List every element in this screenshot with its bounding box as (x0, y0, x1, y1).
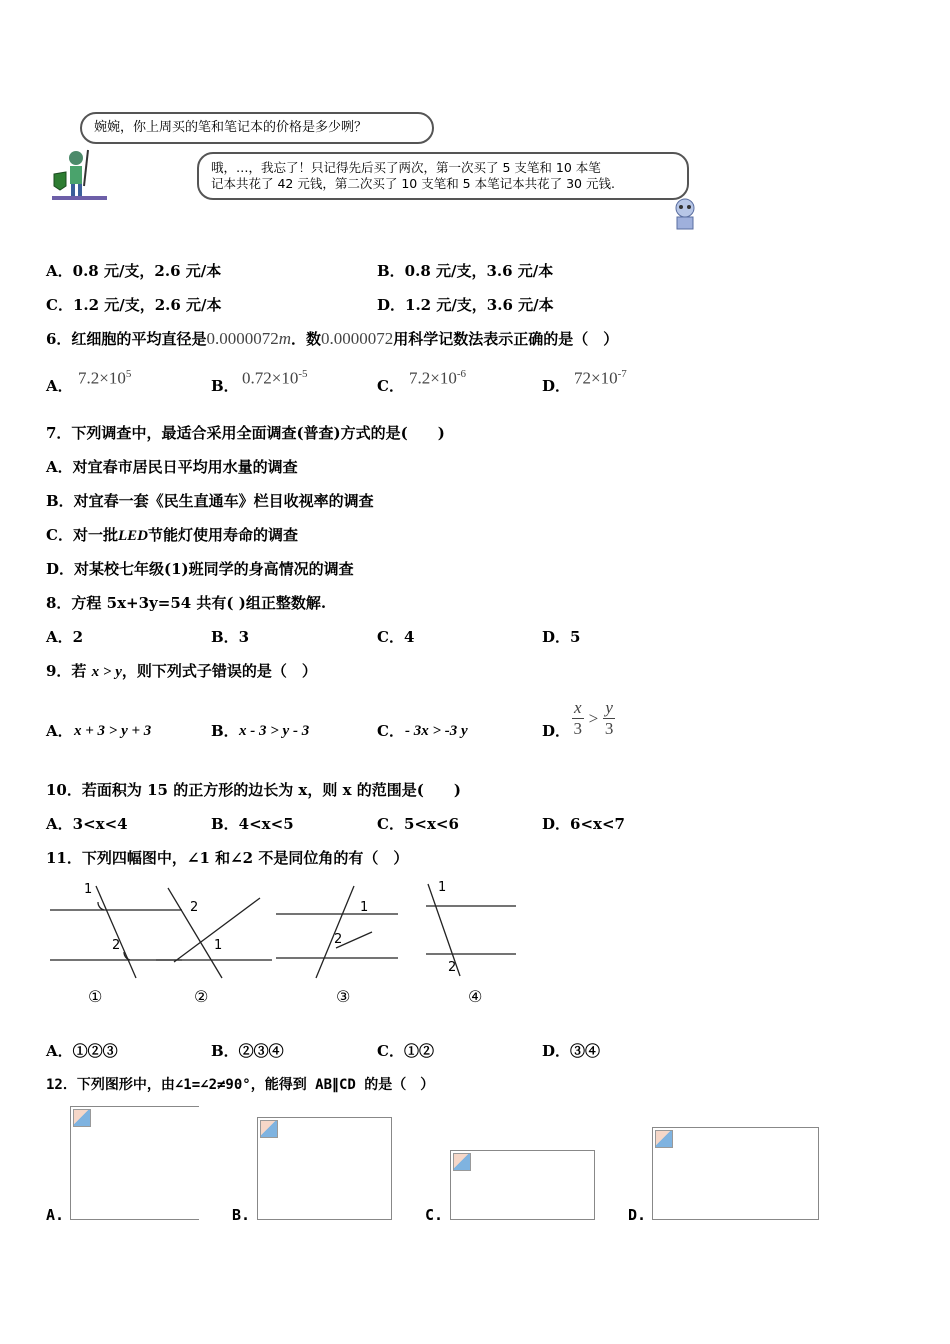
q8-option-c: C．4 (377, 628, 415, 646)
q9-d-fraction-x (572, 698, 584, 739)
q10-option-d: D．6<x<7 (542, 815, 625, 833)
q6-d-exp: -7 (617, 368, 627, 380)
q6-label-b: B． (211, 377, 239, 395)
q9-option-d (572, 698, 615, 739)
q7-option-a: A．对宜春市居民日平均用水量的调查 (46, 458, 298, 476)
q9-option-c: - 3x > -3 y (405, 723, 468, 739)
q6-option-d (574, 365, 627, 388)
q8-option-d: D．5 (542, 628, 581, 646)
q6-value1: 0.0000072 (206, 329, 279, 348)
q9-label-d: D． (542, 722, 571, 740)
q9-label-a: A． (46, 722, 73, 740)
q11-option-c: C．①② (377, 1042, 434, 1060)
fig4-caption: ④ (468, 987, 483, 1006)
q5-option-a: A．0.8 元/支，2.6 元/本 (46, 262, 222, 280)
q6-b-exp: -5 (298, 368, 308, 380)
fig3-angle2-label: 2 (334, 932, 343, 947)
q6-label-c: C． (377, 377, 404, 395)
q10-option-c: C．5<x<6 (377, 815, 459, 833)
q9-stem-pre: 9．若 (46, 662, 87, 680)
q11-option-b: B．②③④ (211, 1042, 284, 1060)
q12-label-b: B. (232, 1206, 251, 1224)
q9-stem (46, 662, 317, 681)
q10-option-b: B．4<x<5 (211, 815, 294, 833)
boy-with-shield-cartoon (50, 146, 110, 202)
q6-d-base: 72×10 (574, 368, 618, 388)
q12-image-d (652, 1127, 819, 1220)
broken-image-icon (260, 1120, 278, 1138)
q9-d-den2: 3 (604, 719, 614, 738)
q6-unit: m (278, 329, 291, 348)
q12-image-c (450, 1150, 595, 1220)
girl-cartoon (668, 196, 702, 232)
q6-label-d: D． (542, 377, 571, 395)
q9-d-num1: x (574, 698, 582, 717)
q9-d-fraction-y (603, 698, 615, 739)
q12-image-a (70, 1106, 199, 1220)
q9-d-num2: y (605, 698, 613, 717)
bubble-question-text: 婉婉，你上周买的笔和笔记本的价格是多少咧？ (94, 120, 368, 135)
q12-label-a: A. (46, 1206, 65, 1224)
q9-option-b: x - 3 > y - 3 (239, 723, 310, 739)
q11-stem: 11．下列四幅图中，∠1 和∠2 不是同位角的有（ ） (46, 849, 409, 867)
q12-label-c: C. (425, 1206, 444, 1224)
q7-c-post: 节能灯使用寿命的调查 (147, 526, 298, 544)
bubble-answer-line1: 哦，…，我忘了！只记得先后买了两次，第一次买了 5 支笔和 10 本笔 (211, 160, 601, 175)
q6-c-base: 7.2×10 (409, 368, 457, 388)
q7-c-pre: C．对一批 (46, 526, 118, 544)
fig1-angle2-label: 2 (112, 938, 121, 953)
fig1-angle1-label: 1 (84, 882, 93, 897)
q6-option-a (78, 365, 131, 388)
q5-option-c: C．1.2 元/支，2.6 元/本 (46, 296, 222, 314)
q6-stem-mid: ．数 (290, 330, 321, 348)
q12-label-d: D. (628, 1206, 647, 1224)
q10-option-a: A．3<x<4 (46, 815, 128, 833)
q11-option-a: A．①②③ (46, 1042, 118, 1060)
q7-option-d: D．对某校七年级(1)班同学的身高情况的调查 (46, 560, 354, 578)
broken-image-icon (453, 1153, 471, 1171)
fig2-angle2-label: 2 (190, 900, 199, 915)
q8-stem: 8．方程 5x+3y=54 共有( )组正整数解. (46, 594, 327, 612)
broken-image-icon (73, 1109, 91, 1127)
fig2-angle1-label: 1 (214, 938, 223, 953)
q6-c-exp: -6 (456, 368, 467, 380)
q7-option-b: B．对宜春一套《民生直通车》栏目收视率的调查 (46, 492, 374, 510)
q8-option-a: A．2 (46, 628, 84, 646)
q5-option-d: D．1.2 元/支，3.6 元/本 (377, 296, 554, 314)
speech-bubble-answer (197, 152, 689, 200)
speech-bubble-question (80, 112, 434, 144)
fig3-angle1-label: 1 (360, 900, 369, 915)
q9-d-operator: > (588, 708, 599, 728)
fig1-transversal (96, 886, 136, 978)
q10-stem: 10．若面积为 15 的正方形的边长为 x，则 x 的范围是( ) (46, 781, 461, 799)
fig4-angle1-label: 1 (438, 880, 447, 895)
q6-option-b (242, 365, 308, 388)
q6-b-base: 0.72×10 (242, 368, 299, 388)
q7-c-led: LED (117, 528, 148, 544)
q7-option-c (46, 526, 298, 545)
q6-value2: 0.0000072 (321, 329, 394, 348)
fig1-caption: ① (88, 987, 103, 1006)
q9-d-den1: 3 (573, 719, 583, 738)
q9-option-a: x + 3 > y + 3 (74, 723, 152, 739)
q12-stem: 12．下列图形中，由∠1=∠2≠90°，能得到 AB∥CD 的是（ ） (46, 1077, 435, 1093)
q6-stem-post: 用科学记数法表示正确的是（ ） (393, 330, 619, 348)
fig4-angle2-label: 2 (448, 960, 457, 975)
q6-label-a: A． (46, 377, 73, 395)
q6-option-c (409, 365, 466, 388)
broken-image-icon (655, 1130, 673, 1148)
q9-stem-post: ，则下列式子错误的是（ ） (121, 662, 317, 680)
q6-stem-pre: 6．红细胞的平均直径是 (46, 330, 207, 348)
q9-condition: x > y (91, 664, 122, 680)
q8-option-b: B．3 (211, 628, 250, 646)
q7-stem: 7．下列调查中，最适合采用全面调查(普查)方式的是( ) (46, 424, 445, 442)
q9-label-b: B． (211, 722, 239, 740)
bubble-answer-line2: 记本共花了 42 元钱，第二次买了 10 支笔和 5 本笔记本共花了 30 元钱. (211, 176, 615, 191)
q6-stem (46, 330, 618, 348)
q12-image-b (257, 1117, 392, 1220)
q6-a-exp: 5 (125, 368, 132, 380)
q5-option-b: B．0.8 元/支，3.6 元/本 (377, 262, 554, 280)
fig2-caption: ② (194, 987, 209, 1006)
fig3-caption: ③ (336, 987, 351, 1006)
q6-a-base: 7.2×10 (78, 368, 126, 388)
q9-label-c: C． (377, 722, 404, 740)
q11-option-d: D．③④ (542, 1042, 601, 1060)
